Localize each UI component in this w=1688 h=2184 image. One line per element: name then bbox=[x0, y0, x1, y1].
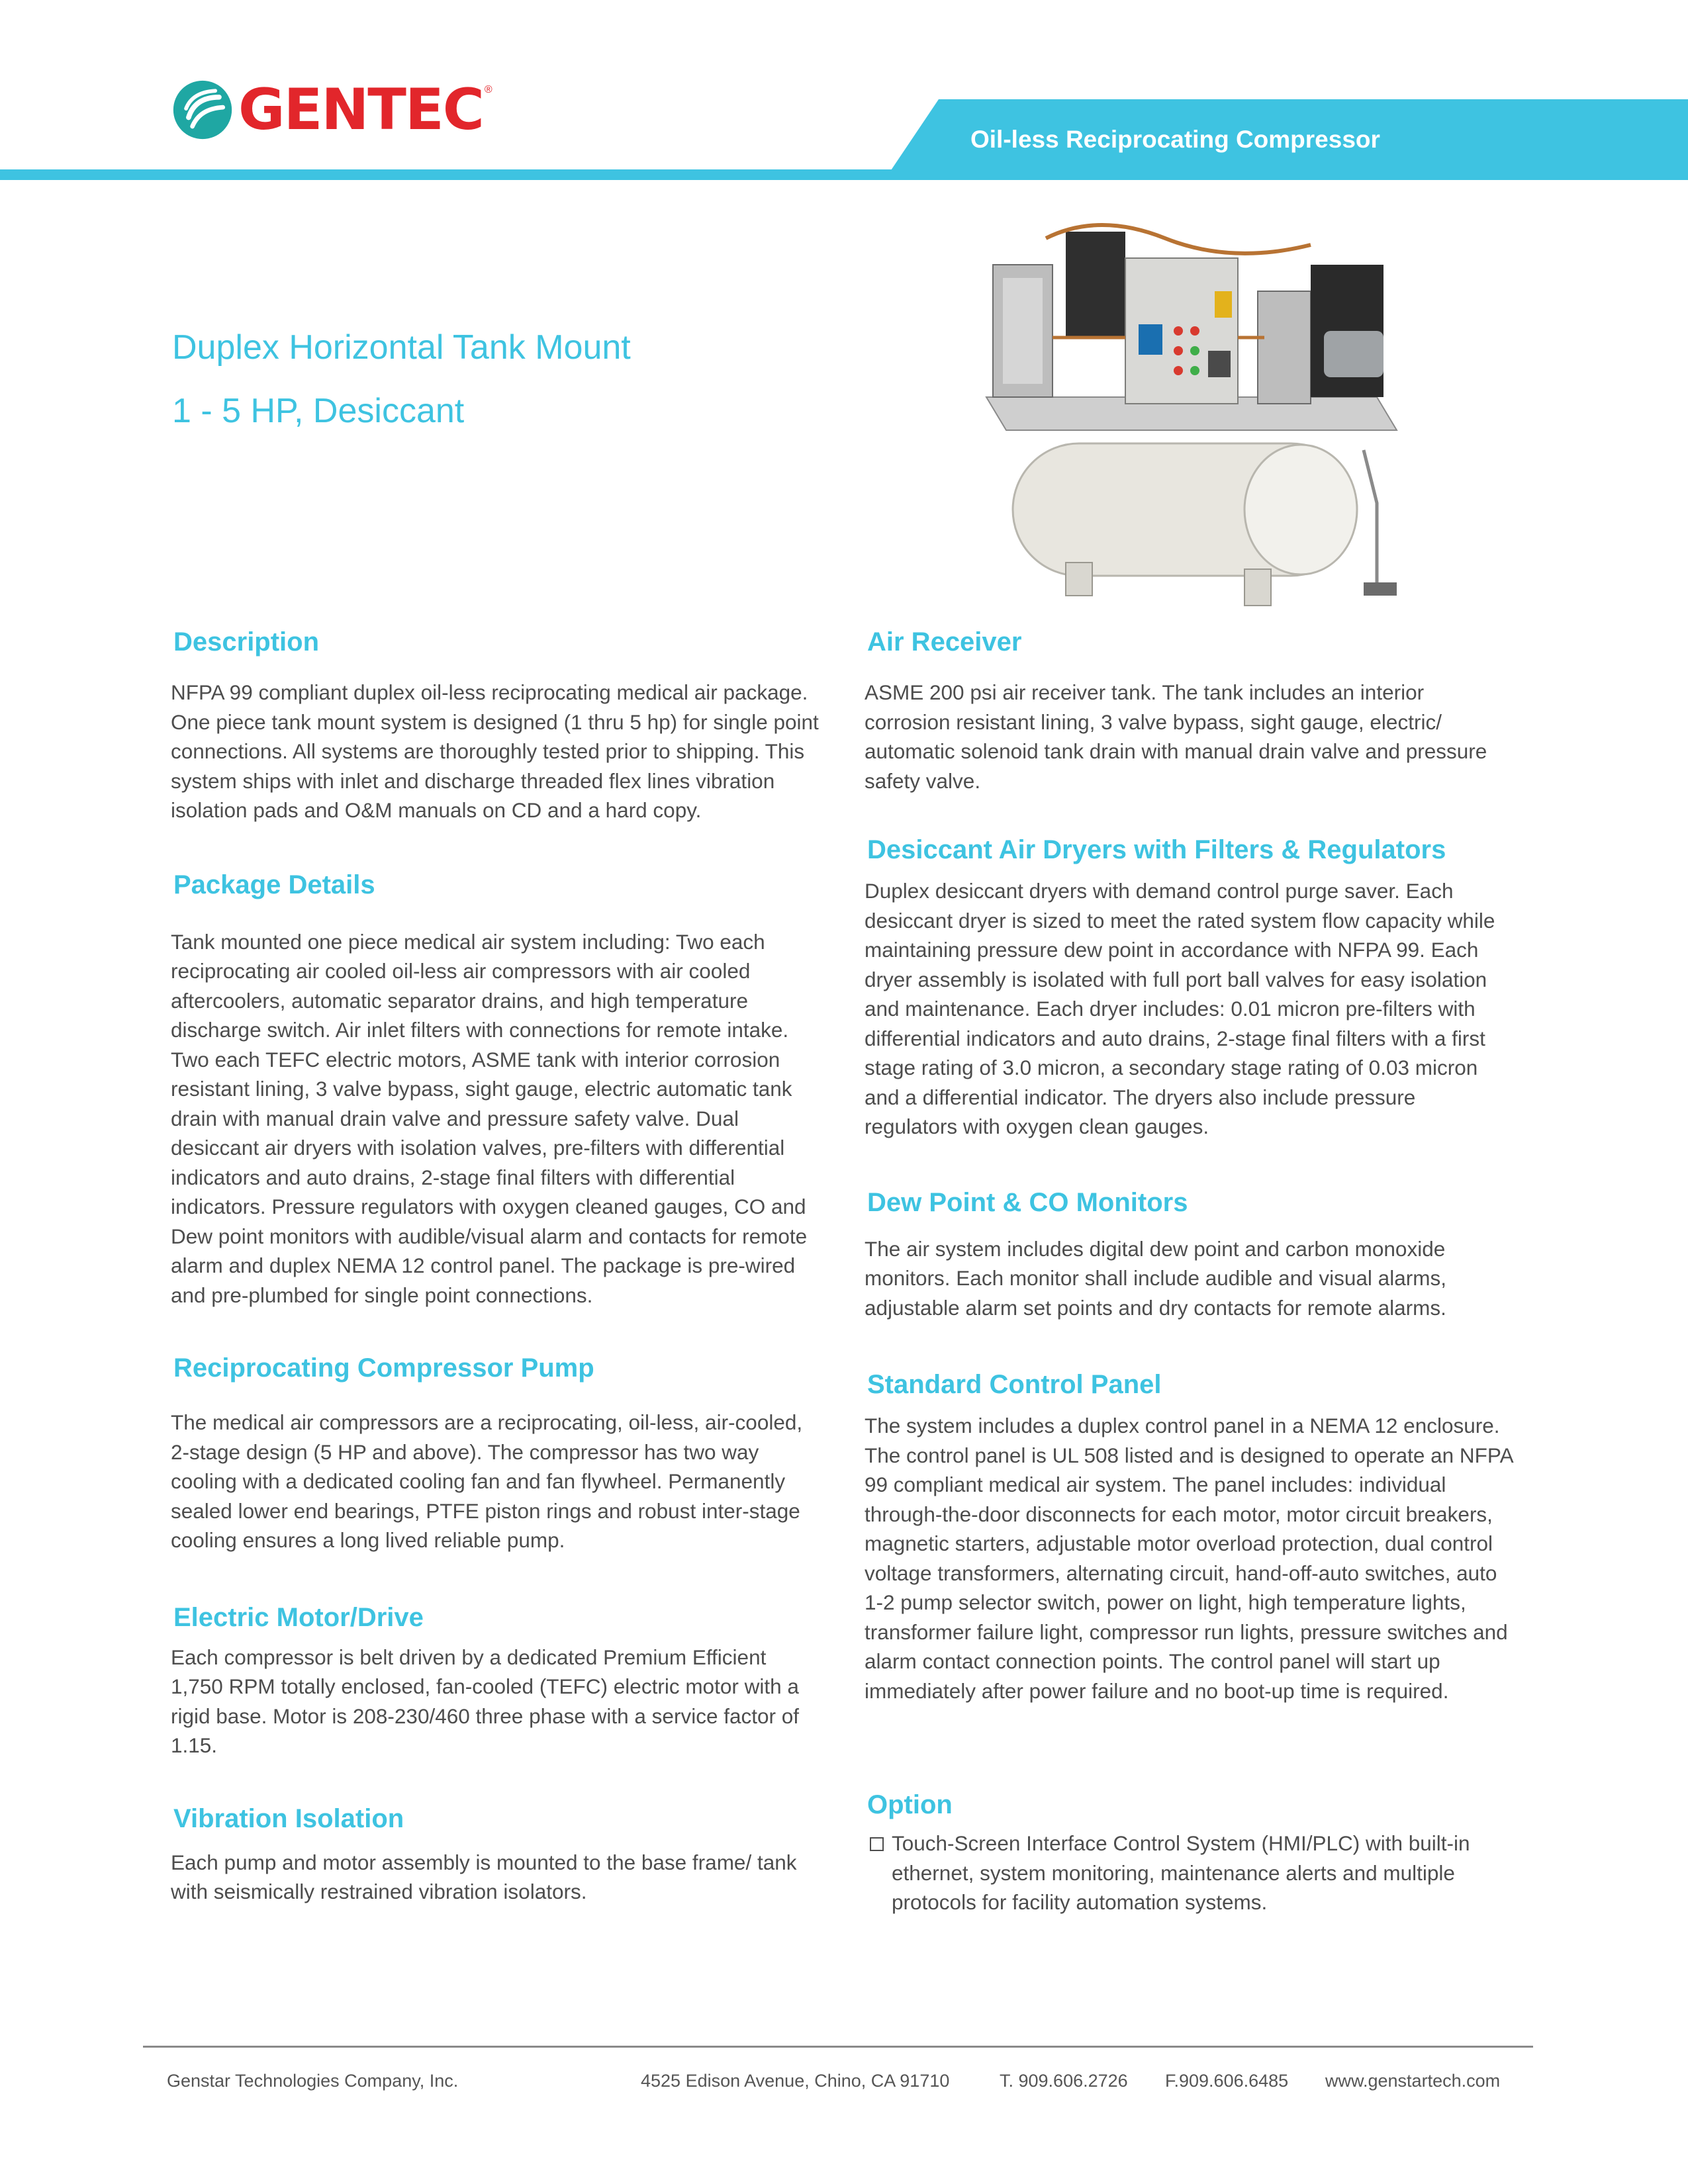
motor-drive-text: Each compressor is belt driven by a dedicated Premium Efficient 1,750 RPM totally enclosed, fan-cooled (TEFC) electric motor with a rigid base. Motor is 208-230/460 three phase with a service factor of 1.15. bbox=[171, 1645, 800, 1757]
footer-address: 4525 Edison Avenue, Chino, CA 91710 bbox=[641, 2071, 950, 2091]
monitors-text: The air system includes digital dew point and carbon monoxide monitors. Each monitor shall include audible and visual alarms, adjustable alarm set points and dry contacts for remote alarms. bbox=[865, 1236, 1446, 1320]
vibration-isolation-text: Each pump and motor assembly is mounted to the base frame/ tank with seismically restrained vibration isolators. bbox=[171, 1850, 797, 1903]
vibration-isolation-heading: Vibration Isolation bbox=[173, 1803, 404, 1833]
footer-phone: T. 909.606.2726 bbox=[1000, 2071, 1128, 2091]
compressor-pump-text: The medical air compressors are a reciprocating, oil-less, air-cooled, 2-stage design (5 HP and above). The compressor has two way cooling with a dedicated cooling fan and fan flywheel. Permanently sealed lower end bearings, PTFE piston rings and robust inter-stage cooling ensures a long lived reliable pump. bbox=[171, 1410, 803, 1552]
option-checkbox[interactable] bbox=[870, 1837, 884, 1851]
motor-drive-heading: Electric Motor/Drive bbox=[173, 1602, 424, 1632]
header-bar bbox=[0, 169, 1688, 180]
option-heading: Option bbox=[867, 1790, 953, 1819]
description-heading: Description bbox=[173, 627, 320, 657]
gentec-logo-icon bbox=[171, 78, 234, 142]
air-receiver-heading: Air Receiver bbox=[867, 627, 1022, 657]
option-item-text: Touch-Screen Interface Control System (HMI/PLC) with built-in ethernet, system monitoring, maintenance alerts and multiple protocols for facility automation systems. bbox=[892, 1831, 1470, 1914]
duplex-compressor-illustration bbox=[966, 192, 1417, 635]
footer-website-link[interactable]: www.genstartech.com bbox=[1325, 2071, 1501, 2091]
control-panel-heading: Standard Control Panel bbox=[867, 1370, 1162, 1399]
footer-fax: F.909.606.6485 bbox=[1165, 2071, 1289, 2091]
registered-mark: ® bbox=[484, 84, 492, 95]
monitors-heading: Dew Point & CO Monitors bbox=[867, 1187, 1188, 1217]
page-title: Duplex Horizontal Tank Mount bbox=[172, 328, 631, 367]
footer-divider bbox=[143, 2046, 1533, 2048]
compressor-pump-heading: Reciprocating Compressor Pump bbox=[173, 1353, 594, 1383]
brand-logo bbox=[171, 78, 492, 142]
dryers-text: Duplex desiccant dryers with demand control purge saver. Each desiccant dryer is sized to meet the rated system flow capacity while maintaining pressure dew point in accordance with NFPA 99. Each dryer assembly is isolated with full port ball valves for easy isolation and maintenance. Each dryer includes: 0.01 micron pre-filters with differential indicators and auto drains, 2-stage final filters with a first stage rating of 3.0 micron, a secondary stage rating of 0.03 micron and a differential indicator. The dryers also include pressure regulators with oxygen clean gauges. bbox=[865, 879, 1495, 1138]
brand-name: GENTEC bbox=[238, 77, 483, 143]
footer-company: Genstar Technologies Company, Inc. bbox=[167, 2071, 459, 2091]
air-receiver-text: ASME 200 psi air receiver tank. The tank includes an interior corrosion resistant lining, 3 valve bypass, sight gauge, electric/ automatic solenoid tank drain with manual drain valve and pressure safety valve. bbox=[865, 680, 1487, 793]
control-panel-text: The system includes a duplex control panel in a NEMA 12 enclosure. The control panel is UL 508 listed and is designed to operate an NFPA 99 compliant medical air system. The panel includes: individual through-the-door disconnects for each motor, motor circuit breakers, magnetic starters, adjustable motor overload protection, dual control voltage transformers, alternating circuit, hand-off-auto switches, auto 1-2 pump selector switch, power on light, high temperature lights, transformer failure light, compressor run lights, pressure switches and alarm contact connection points. The control panel will start up immediately after power failure and no boot-up time is required. bbox=[865, 1414, 1513, 1703]
package-details-heading: Package Details bbox=[173, 870, 375, 899]
package-details-text: Tank mounted one piece medical air system including: Two each reciprocating air cooled oil-less air compressors with air cooled aftercoolers, automatic separator drains, and high temperature discharge switch. Air inlet filters with connections for remote intake. Two each TEFC electric motors, ASME tank with interior corrosion resistant lining, 3 valve bypass, sight gauge, electric automatic tank drain with manual drain valve and pressure safety valve. Dual desiccant air dryers with isolation valves, pre-filters with differential indicators and auto drains, 2-stage final filters with differential indicators. Pressure regulators with oxygen cleaned gauges, CO and Dew point monitors with audible/visual alarm and contacts for remote alarm and duplex NEMA 12 control panel. The package is pre-wired and pre-plumbed for single point connections. bbox=[171, 929, 808, 1307]
dryers-heading: Desiccant Air Dryers with Filters & Regulators bbox=[867, 835, 1446, 864]
option-item bbox=[865, 1829, 1513, 1917]
left-column bbox=[171, 622, 833, 1907]
page-subtitle: 1 - 5 HP, Desiccant bbox=[172, 392, 465, 430]
right-column bbox=[865, 622, 1513, 1917]
header-tab-label: Oil-less Reciprocating Compressor bbox=[970, 126, 1380, 153]
description-text: NFPA 99 compliant duplex oil-less reciprocating medical air package. One piece tank mount system is designed (1 thru 5 hp) for single point connections. All systems are thoroughly tested prior to shipping. This system ships with inlet and discharge threaded flex lines vibration isolation pads and O&M manuals on CD and a hard copy. bbox=[171, 680, 819, 822]
